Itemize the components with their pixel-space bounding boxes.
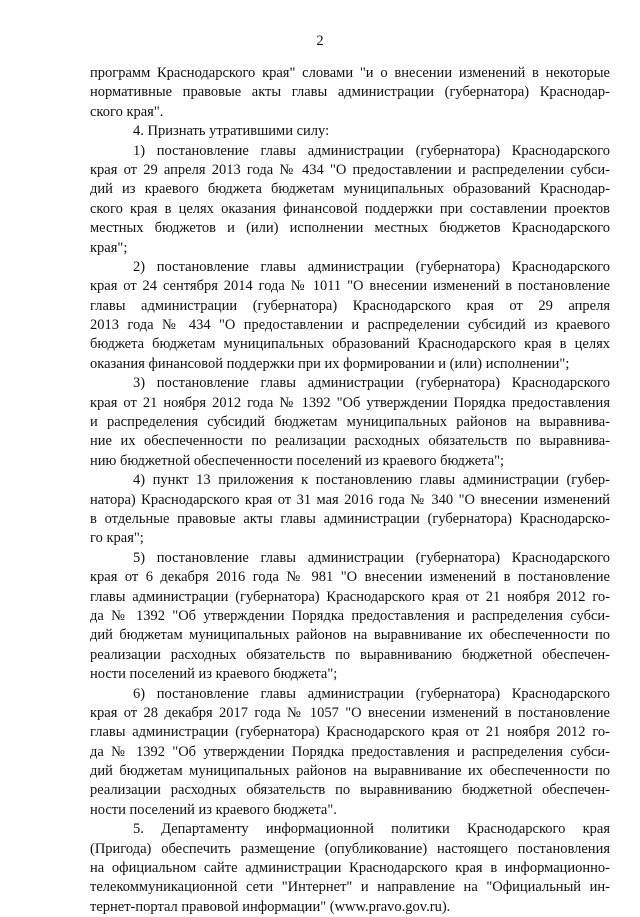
text-line: ности поселений из краевого бюджета"; (90, 666, 338, 683)
text-line: оказания финансовой поддержки при их формировании и (или) исполнении"; (90, 355, 570, 372)
text-line: го края"; (90, 530, 144, 547)
text-line: бюджета бюджетам муниципальных образований Краснодарского края в целях (90, 336, 610, 353)
document-body (90, 64, 610, 917)
text-line: местных бюджетов и (или) исполнении местных бюджетов Краснодарского (90, 220, 610, 237)
text-line: нию бюджетной обеспеченности поселений из краевого бюджета"; (90, 452, 505, 469)
text-line: края от 6 декабря 2016 года № 981 "О внесении изменений в постановление (90, 569, 610, 586)
text-line: 4) пункт 13 приложения к постановлению главы администрации (губер- (133, 472, 610, 489)
text-line: и распределения субсидий бюджетам муниципальных районов на выравнива- (90, 414, 610, 431)
text-line: 2) постановление главы администрации (губернатора) Краснодарского (133, 258, 610, 275)
text-line: в отдельные правовые акты главы администрации (губернатора) Краснодарско- (90, 510, 610, 527)
text-line: тернет-портал правовой информации" (www.pravo.gov.ru). (90, 898, 451, 915)
page-number: 2 (316, 33, 324, 49)
text-line: на официальном сайте администрации Краснодарского края в информационно- (90, 860, 610, 877)
text-line: главы администрации (губернатора) Краснодарского края от 21 ноября 2012 го- (90, 724, 610, 741)
text-line: ского края". (90, 103, 164, 120)
paragraph-item-4-5 (90, 549, 610, 685)
text-line: дий бюджетам муниципальных районов на выравнивание их обеспеченности по (90, 763, 610, 780)
paragraph-item-4-6 (90, 685, 610, 821)
text-line: 5. Департаменту информационной политики Краснодарского края (133, 821, 610, 838)
text-line: края"; (90, 239, 128, 256)
text-line: натора) Краснодарского края от 31 мая 2016 года № 340 "О внесении изменений (90, 491, 610, 508)
text-line: 2013 года № 434 "О предоставлении и распределении субсидий из краевого (90, 317, 610, 334)
text-line: края от 21 ноября 2012 года № 1392 "Об утверждении Порядка предоставления (90, 394, 610, 411)
text-line: ние их обеспеченности по реализации расходных обязательств по выравнива- (90, 433, 610, 450)
paragraph-item-4 (90, 122, 610, 141)
text-line: края от 24 сентября 2014 года № 1011 "О внесении изменений в постановление (90, 278, 610, 295)
text-line: главы администрации (губернатора) Краснодарского края от 21 ноября 2012 го- (90, 588, 610, 605)
text-line: реализации расходных обязательств по выравниванию бюджетной обеспечен- (90, 782, 610, 799)
paragraph-item-4-2 (90, 258, 610, 374)
paragraph-item-4-1 (90, 142, 610, 258)
text-line: края от 28 декабря 2017 года № 1057 "О внесении изменений в постановление (90, 704, 610, 721)
paragraph-item-4-3 (90, 374, 610, 471)
text-line: 4. Признать утратившими силу: (133, 123, 330, 140)
text-line: дий бюджетам муниципальных районов на выравнивание их обеспеченности по (90, 627, 610, 644)
text-line: да № 1392 "Об утверждении Порядка предоставления и распределения субси- (90, 743, 610, 760)
text-line: ского края в целях оказания финансовой поддержки при составлении проектов (90, 200, 610, 217)
text-line: ности поселений из краевого бюджета". (90, 801, 337, 818)
text-line: да № 1392 "Об утверждении Порядка предоставления и распределения субси- (90, 607, 610, 624)
text-line: реализации расходных обязательств по выравниванию бюджетной обеспечен- (90, 646, 610, 663)
text-line: 1) постановление главы администрации (губернатора) Краснодарского (133, 142, 610, 159)
text-line: главы администрации (губернатора) Краснодарского края от 29 апреля (90, 297, 610, 314)
text-line: нормативные правовые акты главы администрации (губернатора) Краснодар- (90, 84, 610, 101)
text-line: программ Краснодарского края" словами "и о внесении изменений в некоторые (90, 65, 610, 81)
text-line: телекоммуникационной сети "Интернет" и направление на "Официальный ин- (90, 879, 610, 896)
text-line: (Пригода) обеспечить размещение (опубликование) настоящего постановления (90, 840, 610, 857)
text-line: 6) постановление главы администрации (губернатора) Краснодарского (133, 685, 610, 702)
text-line: 3) постановление главы администрации (губернатора) Краснодарского (133, 375, 610, 392)
paragraph-item-4-4 (90, 471, 610, 549)
paragraph-intro (90, 64, 610, 122)
paragraph-item-5 (90, 820, 610, 917)
text-line: дий из краевого бюджета бюджетам муниципальных образований Краснодар- (90, 181, 610, 198)
text-line: края от 29 апреля 2013 года № 434 "О предоставлении и распределении субси- (90, 161, 610, 178)
text-line: 5) постановление главы администрации (губернатора) Краснодарского (133, 549, 610, 566)
